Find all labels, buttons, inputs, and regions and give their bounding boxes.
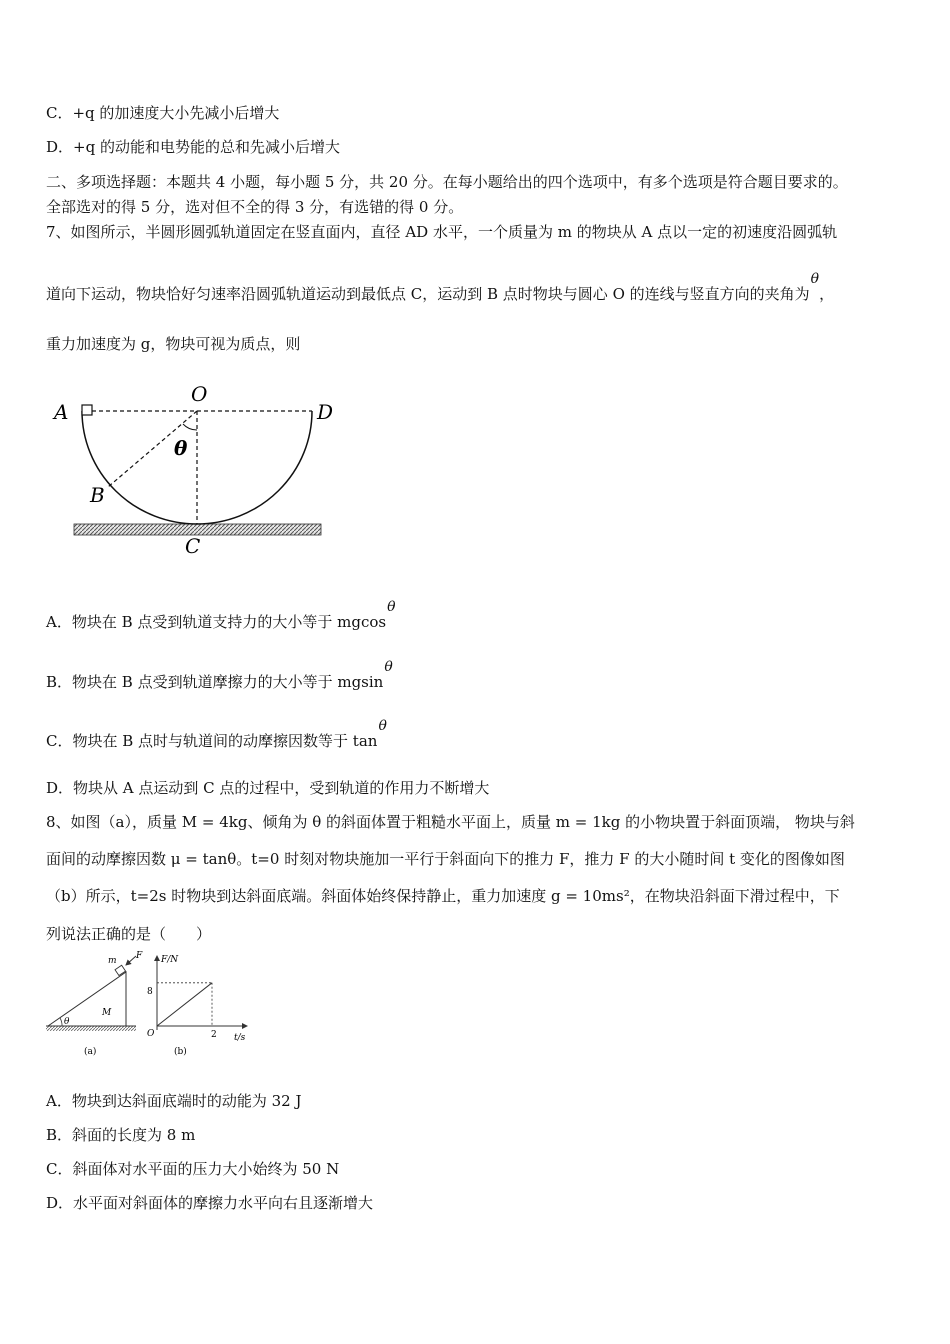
force-time-line: [157, 983, 212, 1026]
theta-symbol: θ: [387, 599, 396, 615]
tick-y-label: 8: [147, 987, 153, 997]
incline-body: [48, 972, 126, 1026]
q7-option-a-text: A．物块在 B 点受到轨道支持力的大小等于 mgcos: [46, 613, 387, 631]
force-arrow: [126, 956, 136, 965]
q7-option-d: D．物块从 A 点运动到 C 点的过程中，受到轨道的作用力不断增大: [46, 779, 490, 797]
origin-label: O: [147, 1029, 155, 1039]
label-c: C: [185, 534, 201, 558]
q8-figure: [44, 950, 259, 1060]
q8-stem-line2: 面间的动摩擦因数 μ = tanθ。t=0 时刻对物块施加一平行于斜面向下的推力 F，推力 F 的大小随时间 t 变化的图像如图: [46, 850, 845, 868]
q7-stem-line2-end: ，: [819, 285, 835, 303]
section2-line2: 全部选对的得 5 分，选对但不全的得 3 分，有选错的得 0 分。: [46, 198, 464, 216]
angle-arc: [183, 424, 197, 430]
caption-b: (b): [174, 1047, 187, 1057]
q8-stem-line3: （b）所示，t=2s 时物块到达斜面底端。斜面体始终保持静止，重力加速度 g = 10ms²，在物块沿斜面下滑过程中，下: [46, 887, 840, 905]
block-at-a: [82, 405, 92, 415]
q7-stem-line1: 7、如图所示，半圆形圆弧轨道固定在竖直面内，直径 AD 水平，一个质量为 m 的物块从 A 点以一定的初速度沿圆弧轨: [46, 223, 838, 241]
axis-x-label: t/s: [234, 1033, 246, 1043]
label-big-m: M: [102, 1008, 112, 1018]
prev-option-d: D．+q 的动能和电势能的总和先减小后增大: [46, 138, 340, 156]
q7-stem-line3: 重力加速度为 g，物块可视为质点，则: [46, 335, 301, 353]
label-m: m: [108, 956, 117, 966]
label-theta: θ: [64, 1017, 70, 1027]
label-d: D: [317, 400, 334, 424]
q7-option-a: [46, 599, 396, 633]
q8-option-b: B．斜面的长度为 8 m: [46, 1126, 196, 1144]
label-theta: θ: [174, 436, 188, 460]
theta-symbol: θ: [384, 659, 393, 675]
label-a: A: [54, 400, 69, 424]
q7-option-b: [46, 659, 393, 693]
caption-a: (a): [84, 1047, 97, 1057]
axis-y-label: F/N: [161, 955, 179, 965]
ground-hatch-a: [46, 1026, 136, 1031]
q7-stem-line2-text: 道向下运动，物块恰好匀速率沿圆弧轨道运动到最低点 C，运动到 B 点时物块与圆心 O 的连线与竖直方向的夹角为: [46, 285, 810, 303]
q7-option-b-text: B．物块在 B 点受到轨道摩擦力的大小等于 mgsin: [46, 673, 384, 691]
q8-option-c: C．斜面体对水平面的压力大小始终为 50 N: [46, 1160, 340, 1178]
q7-figure-semicircle-track: [50, 375, 350, 560]
q8-stem-line1: 8、如图（a），质量 M = 4kg、倾角为 θ 的斜面体置于粗糙水平面上，质量 m = 1kg 的小物块置于斜面顶端， 物块与斜: [46, 813, 855, 831]
q7-option-c-text: C．物块在 B 点时与轨道间的动摩擦因数等于 tan: [46, 732, 378, 750]
q7-stem-line2: [46, 271, 835, 305]
section2-line1: 二、多项选择题：本题共 4 小题，每小题 5 分，共 20 分。在每小题给出的四个选项中，有多个选项是符合题目要求的。: [46, 173, 848, 191]
q8-stem-line4: 列说法正确的是（ ）: [46, 925, 212, 943]
incline-angle-arc: [60, 1018, 62, 1026]
label-f: F: [136, 951, 143, 961]
q7-option-c: [46, 718, 387, 752]
q7-theta-symbol: θ: [810, 271, 820, 287]
q8-option-a: A．物块到达斜面底端时的动能为 32 J: [46, 1092, 302, 1110]
theta-symbol: θ: [378, 718, 387, 734]
q8-option-d: D．水平面对斜面体的摩擦力水平向右且逐渐增大: [46, 1194, 374, 1212]
tick-x-label: 2: [211, 1030, 217, 1040]
label-b: B: [90, 483, 105, 507]
label-o: O: [191, 382, 208, 406]
prev-option-c: C．+q 的加速度大小先减小后增大: [46, 104, 280, 122]
